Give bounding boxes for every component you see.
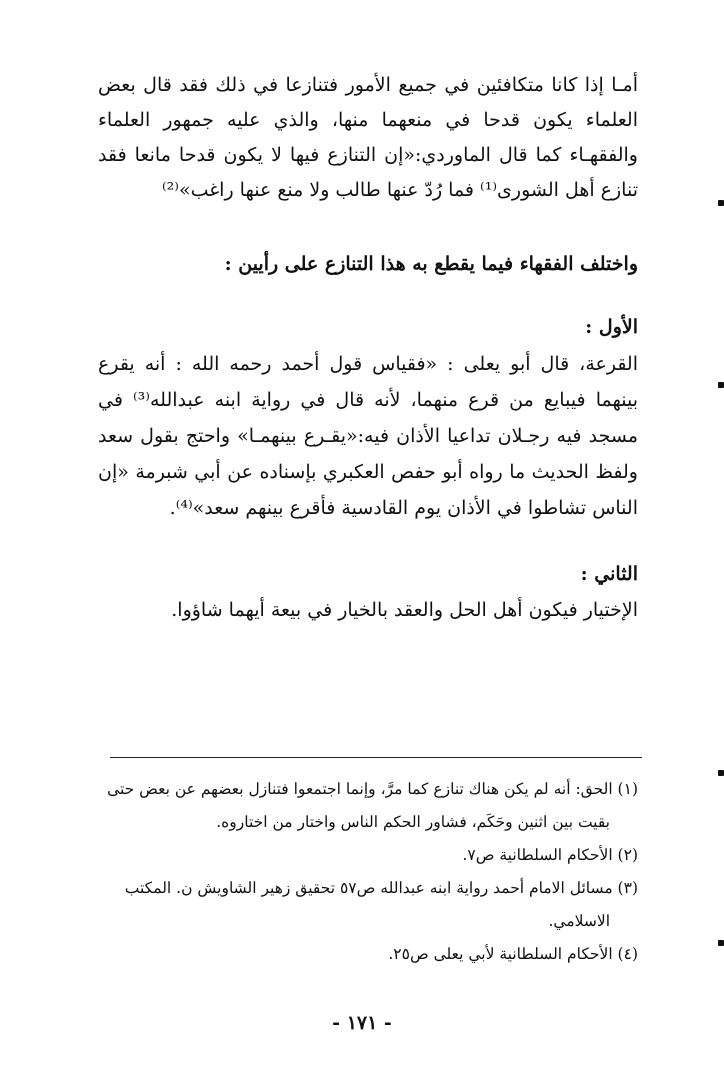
margin-mark [718, 940, 724, 946]
footnote-divider [110, 757, 642, 758]
main-paragraph-text: أمـا إذا كانا متكافئين في جميع الأمور فتنازعا في ذلك فقد قال بعض العلماء يكون قدحا في منعهما منها، والذي عليه جمهور العلماء والفقهـاء كما قال الماوردي:«إن التنازع فيها لا يكون قدحا مانعا فقد تنازع أهل الشورى⁽¹⁾ فما رُدّ عنها طالب ولا منع عنها راغب»⁽²⁾ [98, 74, 638, 201]
section-heading [98, 248, 638, 280]
section-heading-text: واختلف الفقهاء فيما يقطع به هذا التنازع على رأيين : [224, 253, 638, 275]
margin-mark [718, 382, 724, 388]
footnotes [98, 773, 638, 971]
footnote-3: (٣) مسائل الامام أحمد رواية ابنه عبدالله ص٥٧ تحقيق زهير الشاويش ن. المكتب [124, 879, 638, 897]
main-paragraph [98, 68, 638, 208]
first-opinion-body [98, 346, 638, 526]
second-opinion-label [98, 559, 638, 589]
footnote-1-continuation: بقيت بين اثنين وحَكَم، فشاور الحكم الناس واختار من اختاروه. [216, 813, 610, 831]
first-opinion-label [98, 312, 638, 342]
footnote-4: (٤) الأحكام السلطانية لأبي يعلى ص٢٥. [388, 945, 638, 963]
margin-mark [718, 200, 724, 206]
first-opinion-label-text: الأول : [585, 316, 638, 338]
footnote-2: (٢) الأحكام السلطانية ص٧. [462, 846, 638, 864]
first-opinion-text: القرعة، قال أبو يعلى : «فقياس قول أحمد رحمه الله : أنه يقرع بينهما فيبايع من قرع منهما، لأنه قال في رواية ابنه عبدالله⁽³⁾ في مسجد فيه رجـلان تداعيا الأذان فيه:«يقـرع بينهمـا» واحتج بقول سعد ولفظ الحديث ما رواه أبو حفص العكبري بإسناده عن أبي شبرمة «إن الناس تشاطوا في الأذان يوم القادسية فأقرع بينهم سعد»⁽⁴⁾. [98, 353, 638, 519]
second-opinion-body [98, 594, 638, 626]
page-number: - ١٧١ - [332, 1012, 392, 1034]
margin-mark [718, 770, 724, 776]
footnote-3-continuation: الاسلامي. [548, 912, 610, 930]
footnote-1: (١) الحق: أنه لم يكن هناك تنازع كما مرَّ، وإنما اجتمعوا فتنازل بعضهم عن بعض حتى [107, 780, 638, 798]
second-opinion-label-text: الثاني : [580, 563, 638, 585]
second-opinion-text: الإختيار فيكون أهل الحل والعقد بالخيار في بيعة أيهما شاؤوا. [171, 599, 638, 621]
